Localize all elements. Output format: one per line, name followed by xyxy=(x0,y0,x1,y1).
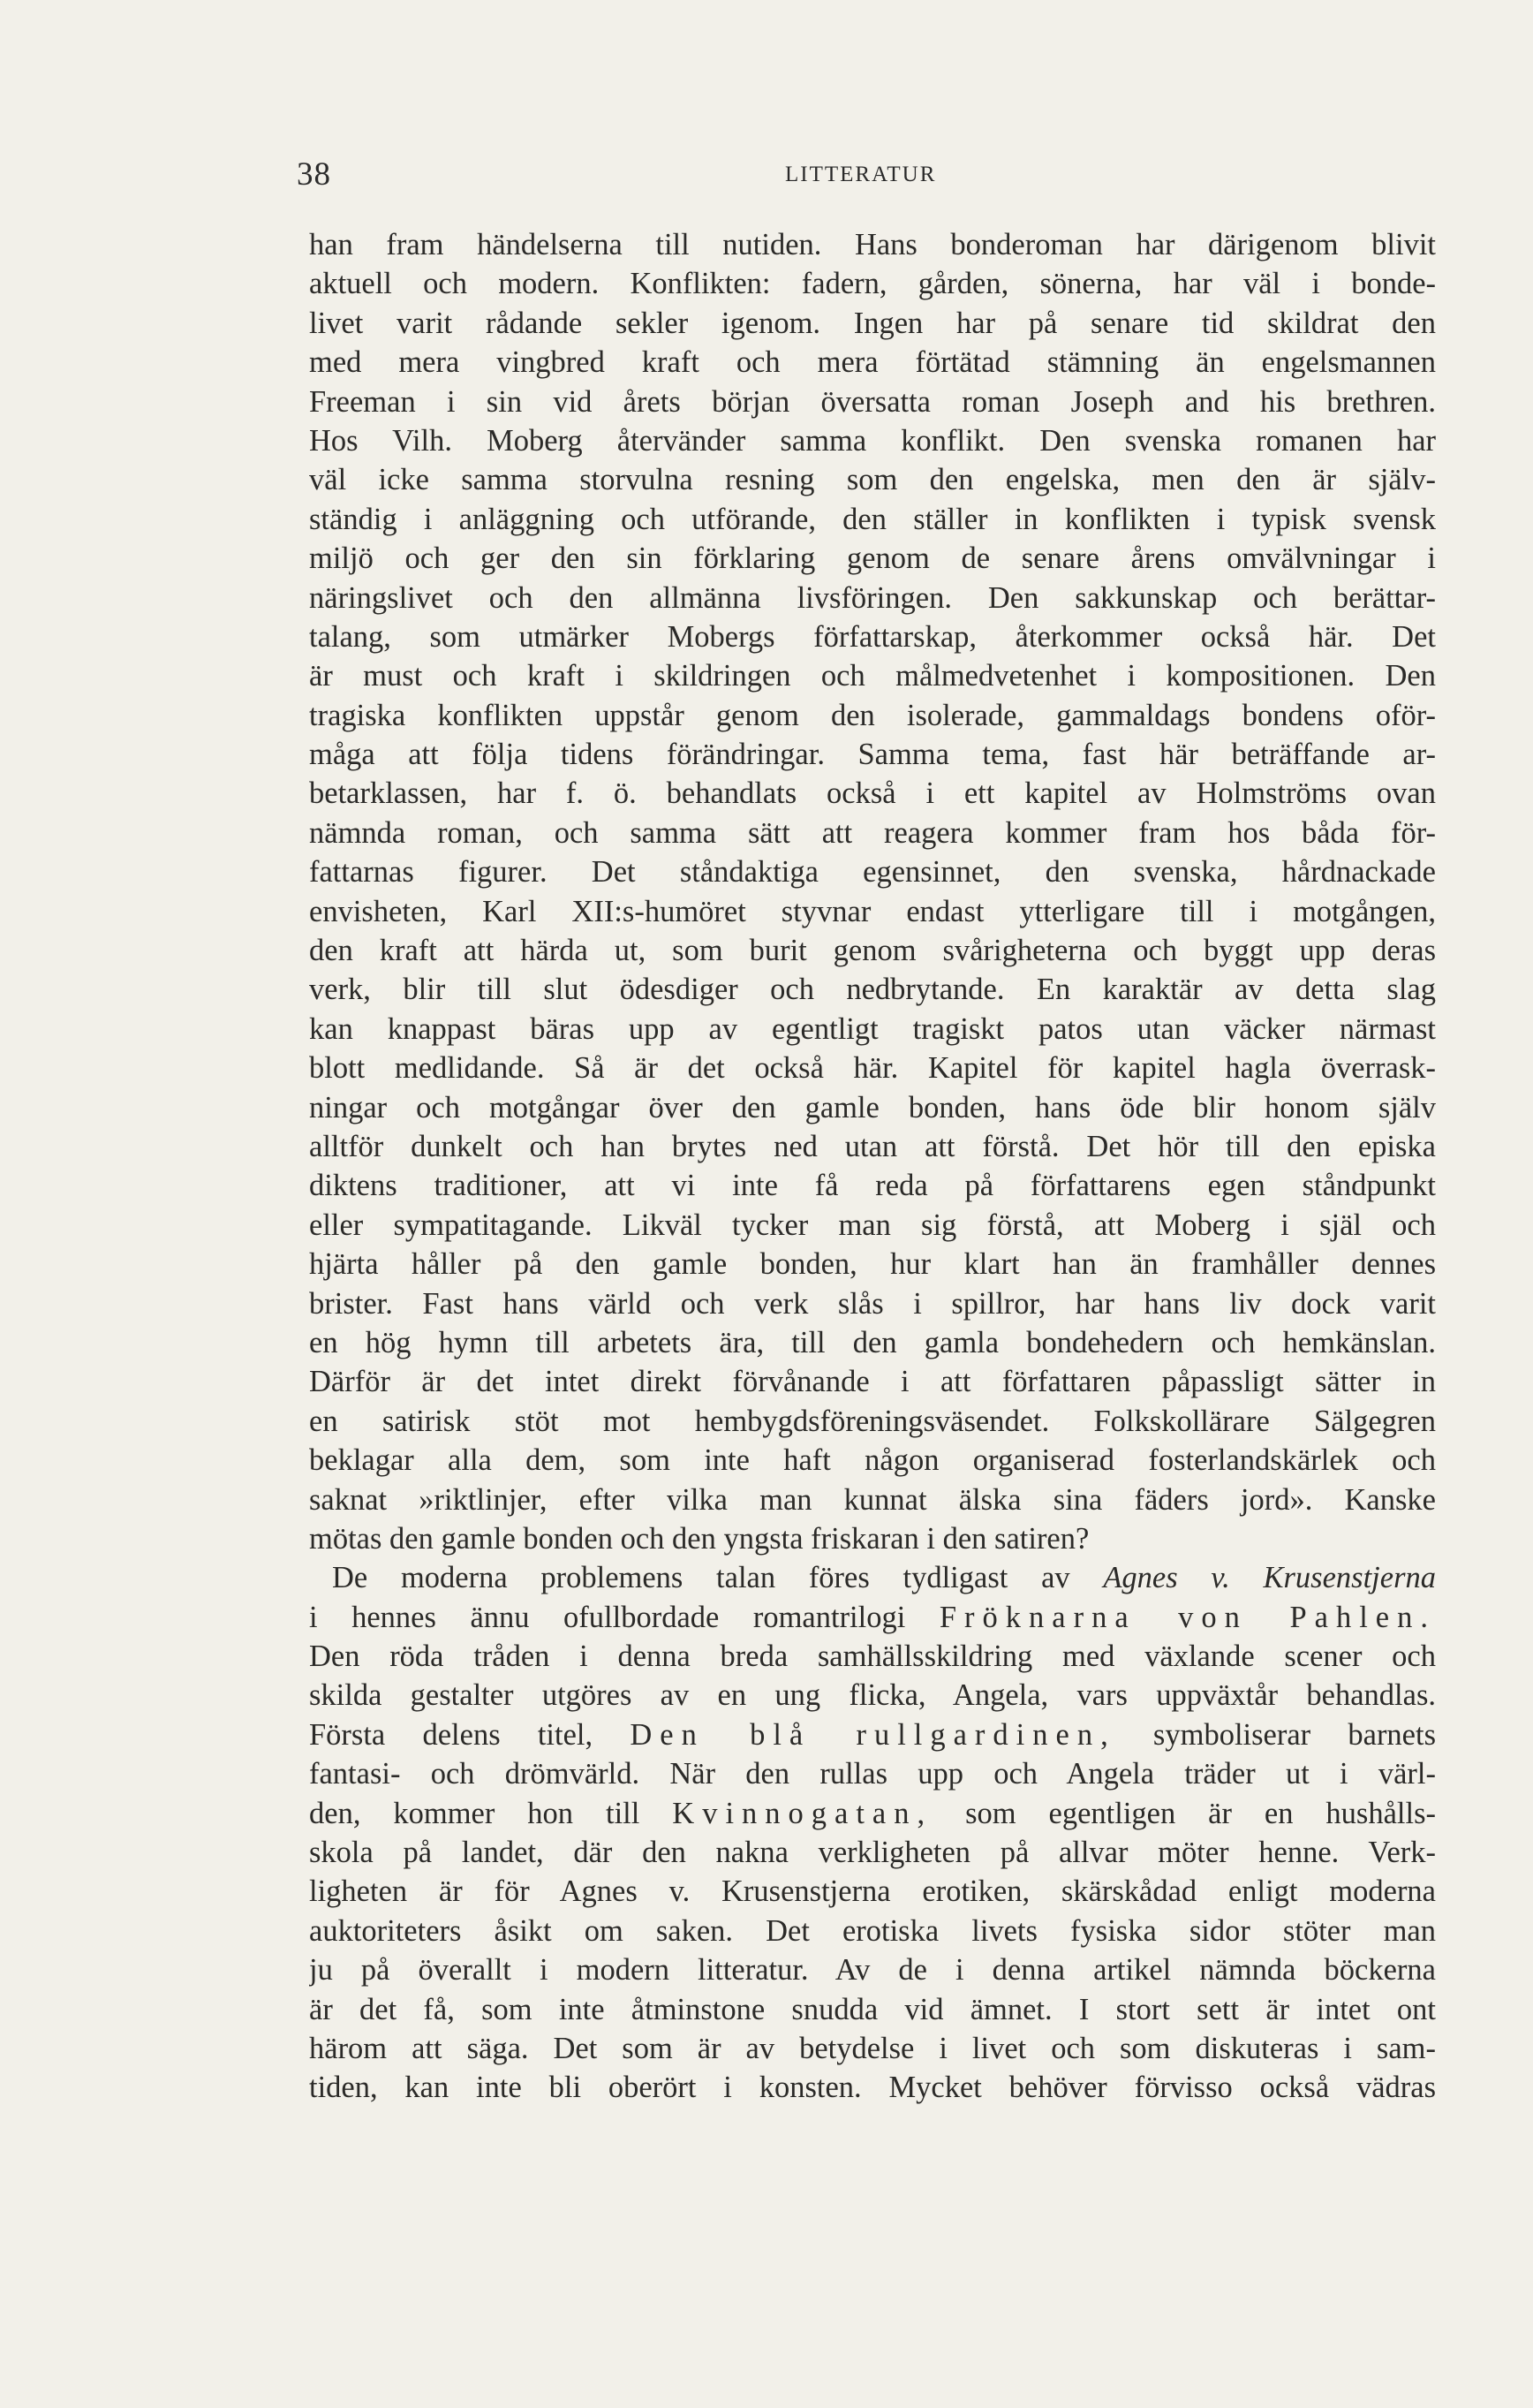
text-line: auktoriteters åsikt om saken. Det erotiska livets fysiska sidor stöter man xyxy=(309,1913,1436,1948)
paragraph-1 xyxy=(309,225,1436,1558)
book-title: Fröknarna von Pahlen. xyxy=(939,1600,1436,1634)
text-line: näringslivet och den allmänna livsföringen. Den sakkunskap och berättar- xyxy=(309,580,1436,615)
text-line: betarklassen, har f. ö. behandlats också i ett kapitel av Holmströms ovan xyxy=(309,776,1436,811)
text-line: Freeman i sin vid årets början översatta roman Joseph and his brethren. xyxy=(309,384,1436,419)
text-span: De moderna problemens talan föres tydligast av xyxy=(332,1561,1104,1595)
text-span: som egentligen är en hushålls- xyxy=(933,1796,1436,1830)
text-line: aktuell och modern. Konflikten: fadern, gården, sönerna, har väl i bonde- xyxy=(309,267,1436,301)
page-header xyxy=(297,155,1445,208)
text-line: saknat »riktlinjer, efter vilka man kunnat älska sina fäders jord». Kanske xyxy=(309,1482,1436,1517)
text-line: eller sympatitagande. Likväl tycker man sig förstå, att Moberg i själ och xyxy=(309,1208,1436,1242)
text-line: tragiska konflikten uppstår genom den isolerade, gammaldags bondens oför- xyxy=(309,698,1436,732)
text-line: ju på överallt i modern litteratur. Av de i denna artikel nämnda böckerna xyxy=(309,1953,1436,1988)
text-line: Den röda tråden i denna breda samhällsskildring med växlande scener och xyxy=(309,1639,1436,1674)
text-line xyxy=(309,1794,1436,1833)
text-line: är det få, som inte åtminstone snudda vid ämnet. I stort sett är intet ont xyxy=(309,1992,1436,2026)
text-line: envisheten, Karl XII:s-humöret styvnar endast ytterligare till i motgången, xyxy=(309,894,1436,928)
book-title: Kvinnogatan, xyxy=(672,1796,933,1830)
text-line: kan knappast bäras upp av egentligt tragiskt patos utan väcker närmast xyxy=(309,1011,1436,1046)
text-line: verk, blir till slut ödesdiger och nedbrytande. En karaktär av detta slag xyxy=(309,973,1436,1007)
text-line: miljö och ger den sin förklaring genom de senare årens omvälvningar i xyxy=(309,541,1436,576)
article-body xyxy=(309,225,1436,2108)
text-line: en satirisk stöt mot hembygdsföreningsväsendet. Folkskollärare Sälgegren xyxy=(309,1404,1436,1438)
paragraph-2-rest xyxy=(309,1833,1436,2108)
text-line: Därför är det intet direkt förvånande i att författaren påpassligt sätter in xyxy=(309,1365,1436,1399)
text-line: nämnda roman, och samma sätt att reagera kommer fram hos båda för- xyxy=(309,815,1436,850)
text-line: skilda gestalter utgöres av en ung flicka, Angela, vars uppväxtår behandlas. xyxy=(309,1678,1436,1713)
text-span: Första delens titel, xyxy=(309,1717,631,1752)
text-line: fantasi- och drömvärld. När den rullas upp och Angela träder ut i värl- xyxy=(309,1757,1436,1791)
author-name: Agnes v. Krusenstjerna xyxy=(1103,1561,1436,1595)
text-line: hjärta håller på den gamle bonden, hur klart han än framhåller dennes xyxy=(309,1247,1436,1282)
text-line: ständig i anläggning och utförande, den ställer in konflikten i typisk svensk xyxy=(309,502,1436,536)
text-span: symboliserar barnets xyxy=(1115,1717,1436,1752)
text-line: diktens traditioner, att vi inte få reda på författarens egen ståndpunkt xyxy=(309,1169,1436,1203)
text-line: ligheten är för Agnes v. Krusenstjerna erotiken, skärskådad enligt moderna xyxy=(309,1874,1436,1909)
text-line xyxy=(309,1715,1436,1754)
text-line xyxy=(309,1598,1436,1637)
text-line: ningar och motgångar över den gamle bonden, hans öde blir honom själv xyxy=(309,1090,1436,1124)
text-line: en hög hymn till arbetets ära, till den gamla bondehedern och hemkänslan. xyxy=(309,1325,1436,1359)
text-line: beklagar alla dem, som inte haft någon organiserad fosterlandskärlek och xyxy=(309,1443,1436,1478)
text-line: brister. Fast hans värld och verk slås i spillror, har hans liv dock varit xyxy=(309,1286,1436,1321)
book-title: Den blå rullgardinen, xyxy=(630,1717,1116,1752)
text-span: den, kommer hon till xyxy=(309,1796,673,1830)
paragraph-2 xyxy=(309,1558,1436,2107)
text-line xyxy=(309,1558,1436,1597)
text-line: Hos Vilh. Moberg återvänder samma konflikt. Den svenska romanen har xyxy=(309,423,1436,458)
text-line: livet varit rådande sekler igenom. Ingen har på senare tid skildrat den xyxy=(309,306,1436,340)
text-line: väl icke samma storvulna resning som den engelska, men den är själv- xyxy=(309,463,1436,497)
text-line: skola på landet, där den nakna verkligheten på allvar möter henne. Verk- xyxy=(309,1836,1436,1870)
text-line: alltför dunkelt och han brytes ned utan att förstå. Det hör till den episka xyxy=(309,1129,1436,1163)
text-line: härom att säga. Det som är av betydelse i livet och som diskuteras i sam- xyxy=(309,2031,1436,2065)
text-line: mötas den gamle bonden och den yngsta friskaran i den satiren? xyxy=(309,1521,1090,1556)
text-line: med mera vingbred kraft och mera förtätad stämning än engelsmannen xyxy=(309,345,1436,380)
running-head: LITTERATUR xyxy=(785,163,937,186)
text-line: måga att följa tidens förändringar. Samma tema, fast här beträffande ar- xyxy=(309,738,1436,772)
text-line: tiden, kan inte bli oberört i konsten. Mycket behöver förvisso också vädras xyxy=(309,2071,1436,2105)
text-line: talang, som utmärker Mobergs författarskap, återkommer också här. Det xyxy=(309,619,1436,654)
text-span: i hennes ännu ofullbordade romantrilogi xyxy=(309,1600,940,1634)
text-line: blott medlidande. Så är det också här. Kapitel för kapitel hagla överrask- xyxy=(309,1051,1436,1086)
text-line: han fram händelserna till nutiden. Hans bonderoman har därigenom blivit xyxy=(309,228,1436,261)
text-line: den kraft att härda ut, som burit genom svårigheterna och byggt upp deras xyxy=(309,934,1436,968)
text-line: är must och kraft i skildringen och målmedvetenhet i kompositionen. Den xyxy=(309,659,1436,693)
page-number: 38 xyxy=(297,156,331,193)
text-line: fattarnas figurer. Det ståndaktiga egensinnet, den svenska, hårdnackade xyxy=(309,855,1436,890)
